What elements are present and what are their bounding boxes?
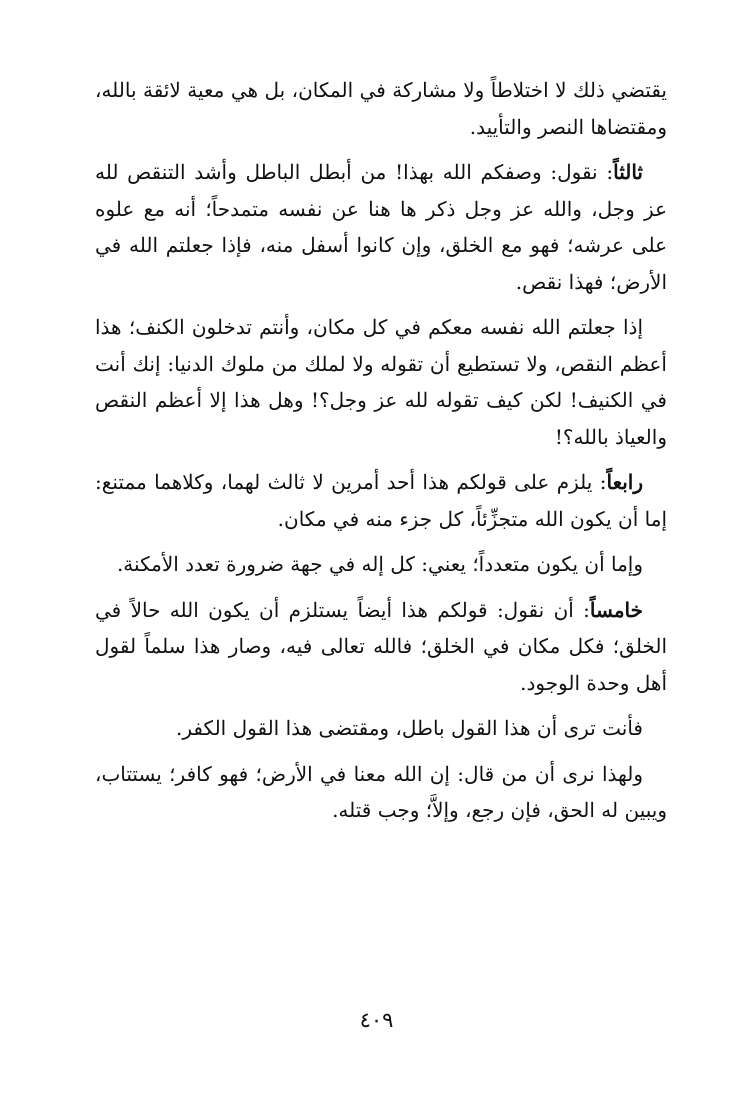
paragraph-6-khamisan <box>95 592 667 702</box>
paragraph-2-lead: ثالثاً <box>613 160 643 184</box>
paragraph-5 <box>95 546 667 583</box>
paragraph-7-text: فأنت ترى أن هذا القول باطل، ومقتضى هذا القول الكفر. <box>176 716 643 740</box>
paragraph-6-text: : أن نقول: قولكم هذا أيضاً يستلزم أن يكون الله حالاً في الخلق؛ فكل مكان في الخلق؛ فالله تعالى فيه، وصار هذا سلماً لقول أهل وحدة الوجود. <box>95 597 667 695</box>
paragraph-1-text: يقتضي ذلك لا اختلاطاً ولا مشاركة في المكان، بل هي معية لائقة بالله، ومقتضاها النصر والتأييد. <box>95 78 667 139</box>
paragraph-3 <box>95 309 667 455</box>
paragraph-7 <box>95 710 667 747</box>
paragraph-2-thalithan <box>95 154 667 300</box>
paragraph-8 <box>95 756 667 829</box>
paragraph-8-text: ولهذا نرى أن من قال: إن الله معنا في الأرض؛ فهو كافر؛ يستتاب، ويبين له الحق، فإن رجع، وإلاَّ؛ وجب قتله. <box>95 761 667 822</box>
paragraph-6-lead: خامساً <box>589 597 643 622</box>
paragraph-4-rabiean <box>95 464 667 537</box>
paragraph-2-text: : نقول: وصفكم الله بهذا! من أبطل الباطل وأشد التنقص لله عز وجل، والله عز وجل ذكر ها هنا عن نفسه متمدحاً؛ أنه مع علوه على عرشه؛ فهو مع الخلق، وإن كانوا أسفل منه، فإذا جعلتم الله في الأرض؛ فهذا نقص. <box>95 160 667 294</box>
page-body <box>95 72 667 838</box>
paragraph-5-text: وإما أن يكون متعدداً؛ يعني: كل إله في جهة ضرورة تعدد الأمكنة. <box>116 552 643 576</box>
paragraph-3-text: إذا جعلتم الله نفسه معكم في كل مكان، وأنتم تدخلون الكنف؛ هذا أعظم النقص، ولا تستطيع أن تقوله ولا لملك من ملوك الدنيا: إنك أنت في الكنيف! لكن كيف تقوله لله عز وجل؟! وهل هذا إلا أعظم النقص والعياذ بالله؟! <box>95 315 667 449</box>
page-number: ٤٠٩ <box>359 1008 394 1032</box>
paragraph-1 <box>95 72 667 145</box>
paragraph-4-text: : يلزم على قولكم هذا أحد أمرين لا ثالث لهما، وكلاهما ممتنع: إما أن يكون الله متجزِّئاً، كل جزء منه في مكان. <box>95 470 667 531</box>
paragraph-4-lead: رابعاً <box>606 470 643 494</box>
